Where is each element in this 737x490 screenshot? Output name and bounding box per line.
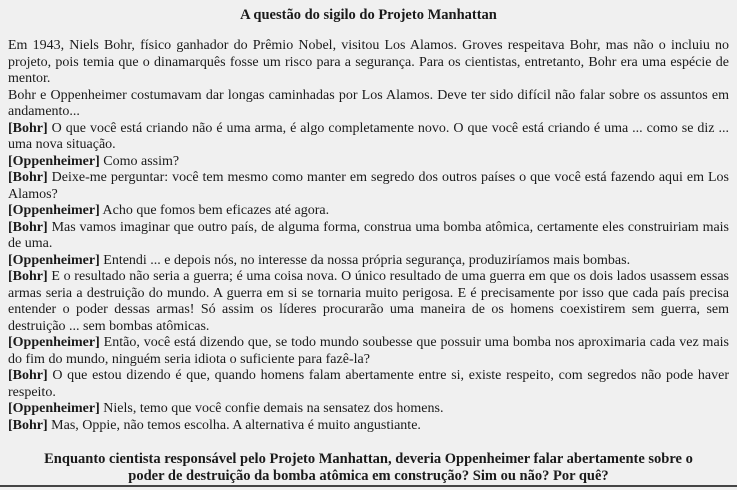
speaker-label: [Oppenheimer] [8, 401, 100, 416]
dialogue-text: E o resultado não seria a guerra; é uma coisa nova. O único resultado de uma guerra em que os dois lados usassem essas armas seria a destruição do mundo. A guerra em si se tornaria muito perigosa. E é precisamente por isso que cada país precisa entender o poder dessas armas! Só assim os líderes procurarão uma maneira de os homens coexistirem sem guerra, sem destruição ... sem bombas atômicas. [8, 269, 729, 334]
document-title: A questão do sigilo do Projeto Manhattan [240, 7, 497, 23]
speaker-label: [Bohr] [8, 269, 48, 284]
speaker-label: [Oppenheimer] [8, 153, 100, 169]
dialogue-text: Mas, Oppie, não temos escolha. A alternativa é muito angustiante. [51, 417, 421, 433]
dialogue-text: Então, você está dizendo que, se todo mundo soubesse que possuir uma bomba nos aproximaria cada vez mais do fim do mundo, ninguém seria idiota o suficiente para fazê-la? [8, 335, 730, 367]
dialogue-text: Niels, temo que você confie demais na sensatez dos homens. [103, 401, 444, 416]
dialogue-line [8, 401, 729, 418]
speaker-label: [Bohr] [8, 368, 48, 383]
dialogue-text: Acho que fomos bem eficazes até agora. [102, 203, 330, 218]
question-text: Enquanto cientista responsável pelo Projeto Manhattan, deveria Oppenheimer falar abertamente sobre o poder de destruição da bomba atômica em construção? Sim ou não? Por quê? [44, 451, 693, 484]
dialogue-line [8, 154, 729, 171]
dialogue-text: Como assim? [103, 153, 180, 169]
dialogue-line [8, 253, 729, 270]
dialogue-line [8, 368, 729, 401]
speaker-label: [Oppenheimer] [8, 252, 100, 268]
speaker-label: [Oppenheimer] [8, 335, 100, 350]
dialogue-line [8, 121, 729, 154]
dialogue-line [8, 418, 729, 435]
speaker-label: [Oppenheimer] [8, 203, 100, 218]
intro-paragraph: Bohr e Oppenheimer costumavam dar longas caminhadas por Los Alamos. Deve ter sido difícil não falar sobre os assuntos em andamento... [8, 87, 729, 119]
dialogue-text: O que estou dizendo é que, quando homens falam abertamente entre si, existe respeito, com segredos não pode haver respeito. [8, 368, 729, 400]
intro-paragraphs [8, 38, 729, 121]
speaker-label: [Bohr] [8, 219, 48, 235]
dialogue-line [8, 170, 729, 203]
speaker-label: [Bohr] [8, 120, 48, 136]
dialogue-text: Deixe-me perguntar: você tem mesmo como manter em segredo dos outros países o que você está fazendo aqui em Los Alamos? [8, 170, 730, 202]
bottom-divider [0, 485, 737, 487]
dialogue-text: Entendi ... e depois nós, no interesse da nossa própria segurança, produziríamos mais bombas. [103, 252, 631, 268]
dialogue-line [8, 335, 729, 368]
dialogue-text: O que você está criando não é uma arma, é algo completamente novo. O que você está criando é uma ... como se diz ... uma nova situação. [8, 120, 730, 152]
intro-paragraph: Em 1943, Niels Bohr, físico ganhador do Prêmio Nobel, visitou Los Alamos. Groves respeitava Bohr, mas não o incluiu no projeto, pois temia que o dinamarquês fosse um risco para a segurança. Para os cientistas, entretanto, Bohr era uma espécie de mentor. [8, 38, 729, 86]
dialogue-text: Mas vamos imaginar que outro país, de alguma forma, construa uma bomba atômica, certamente eles construiriam mais de uma. [8, 219, 730, 251]
speaker-label: [Bohr] [8, 417, 48, 433]
dialogue-list [8, 121, 729, 435]
dialogue-line [8, 220, 729, 253]
dialogue-line [8, 203, 729, 220]
speaker-label: [Bohr] [8, 170, 48, 185]
dialogue-line [8, 269, 729, 335]
